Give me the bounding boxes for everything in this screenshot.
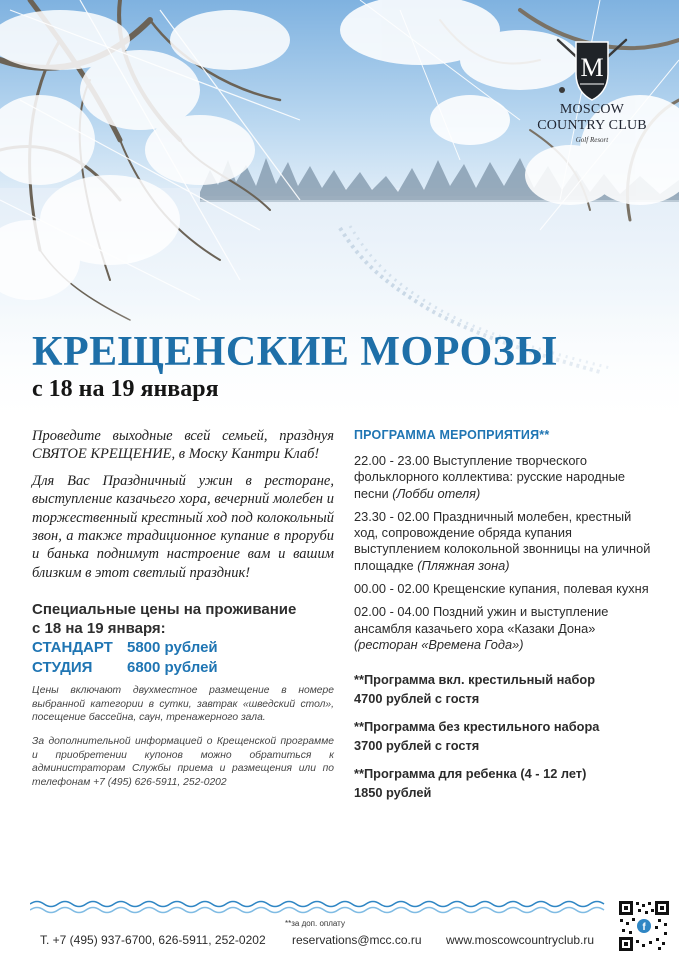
offer-price: 4700 рублей с гостя bbox=[354, 690, 480, 706]
page-subtitle: с 18 на 19 января bbox=[32, 376, 219, 402]
golf-crest-icon bbox=[552, 36, 632, 102]
prices-title-line: с 18 на 19 января: bbox=[32, 620, 166, 638]
program-item bbox=[354, 509, 656, 574]
offer-label: **Программа для ребенка (4 - 12 лет) bbox=[354, 766, 587, 782]
intro-text bbox=[32, 427, 334, 582]
offer-label: **Программа вкл. крестильный набор bbox=[354, 672, 596, 688]
program-item bbox=[354, 604, 656, 653]
program-offer bbox=[354, 671, 656, 708]
contact-note: За дополнительной информацией о Крещенской программе и приобретении купонов можно обратиться к администраторам Службы приема и размещения или по телефонам +7 (495) 626-5911, 252-0202 bbox=[32, 736, 334, 788]
program-item bbox=[354, 581, 656, 597]
offer-price: 3700 рублей с гостя bbox=[354, 737, 480, 753]
price-note: Цены включают двухместное размещение в номере выбранной категории в сутки, завтрак «шведский стол», посещение бассейна, саун, тренажерного зала. bbox=[32, 685, 334, 724]
offer-price: 1850 рублей bbox=[354, 784, 432, 800]
logo-name-line1: MOSCOW bbox=[559, 102, 625, 117]
footer-email[interactable]: reservations@mcc.co.ru bbox=[292, 933, 422, 947]
club-logo bbox=[536, 36, 648, 144]
program-text: Выступление творческого фольклорного коллектива: русские народные песни bbox=[354, 453, 626, 501]
program-text: Праздничный молебен, крестный ход, сопровождение обряда купания выступлением колокольной звонницы на уличной площадке bbox=[354, 508, 651, 573]
price-row bbox=[32, 638, 334, 658]
prices-title bbox=[32, 600, 334, 638]
footnote: **за доп. оплату bbox=[285, 919, 345, 928]
program-text: Поздний ужин и выступление ансамбля казачьего хора «Казаки Дона» bbox=[354, 604, 609, 636]
program-place: (Пляжная зона) bbox=[417, 557, 510, 573]
right-column bbox=[354, 427, 656, 802]
program-place: (Лобби отеля) bbox=[392, 485, 481, 501]
price-row bbox=[32, 658, 334, 678]
footer-website[interactable]: www.moscowcountryclub.ru bbox=[446, 933, 595, 947]
intro-paragraph: Для Вас Праздничный ужин в ресторане, выступление казачьего хора, вечерний молебен и торжественный крестный ход под колокольный звон, а также традиционное купание в проруби и банька поднимут настроение вам и вашим близким в этот светлый праздник! bbox=[32, 472, 334, 581]
program-time: 02.00 - 04.00 bbox=[354, 604, 430, 620]
prices-title-line: Специальные цены на проживание bbox=[32, 601, 297, 619]
left-column bbox=[32, 427, 334, 789]
price-category: СТАНДАРТ bbox=[32, 639, 113, 657]
program-title: ПРОГРАММА МЕРОПРИЯТИЯ** bbox=[354, 428, 550, 442]
logo-monogram: M bbox=[580, 53, 604, 82]
price-value: 5800 рублей bbox=[127, 639, 218, 657]
logo-name-line2: COUNTRY CLUB bbox=[537, 118, 647, 133]
price-category: СТУДИЯ bbox=[32, 659, 93, 677]
qr-code-icon[interactable] bbox=[618, 900, 670, 952]
wave-divider bbox=[30, 899, 610, 917]
program-offer bbox=[354, 765, 656, 802]
program-place: (ресторан «Времена Года») bbox=[354, 636, 524, 652]
program-offer bbox=[354, 718, 656, 755]
footer-phones: Т. +7 (495) 937-6700, 626-5911, 252-0202 bbox=[40, 933, 266, 947]
offer-label: **Программа без крестильного набора bbox=[354, 719, 600, 735]
program-text: Крещенские купания, полевая кухня bbox=[432, 581, 649, 597]
page-title: КРЕЩЕНСКИЕ МОРОЗЫ bbox=[32, 329, 558, 375]
program-item bbox=[354, 453, 656, 502]
program-time: 22.00 - 23.00 bbox=[354, 453, 430, 468]
intro-paragraph: Проведите выходные всей семьей, празднуя СВЯТОЕ КРЕЩЕНИЕ, в Моску Кантри Клаб! bbox=[32, 428, 334, 463]
logo-tagline: Golf Resort bbox=[575, 136, 609, 144]
program-time: 23.30 - 02.00 bbox=[354, 508, 430, 524]
program-time: 00.00 - 02.00 bbox=[354, 581, 430, 597]
program-offers bbox=[354, 671, 656, 802]
price-value: 6800 рублей bbox=[127, 659, 218, 677]
svg-text:f: f bbox=[642, 922, 646, 933]
